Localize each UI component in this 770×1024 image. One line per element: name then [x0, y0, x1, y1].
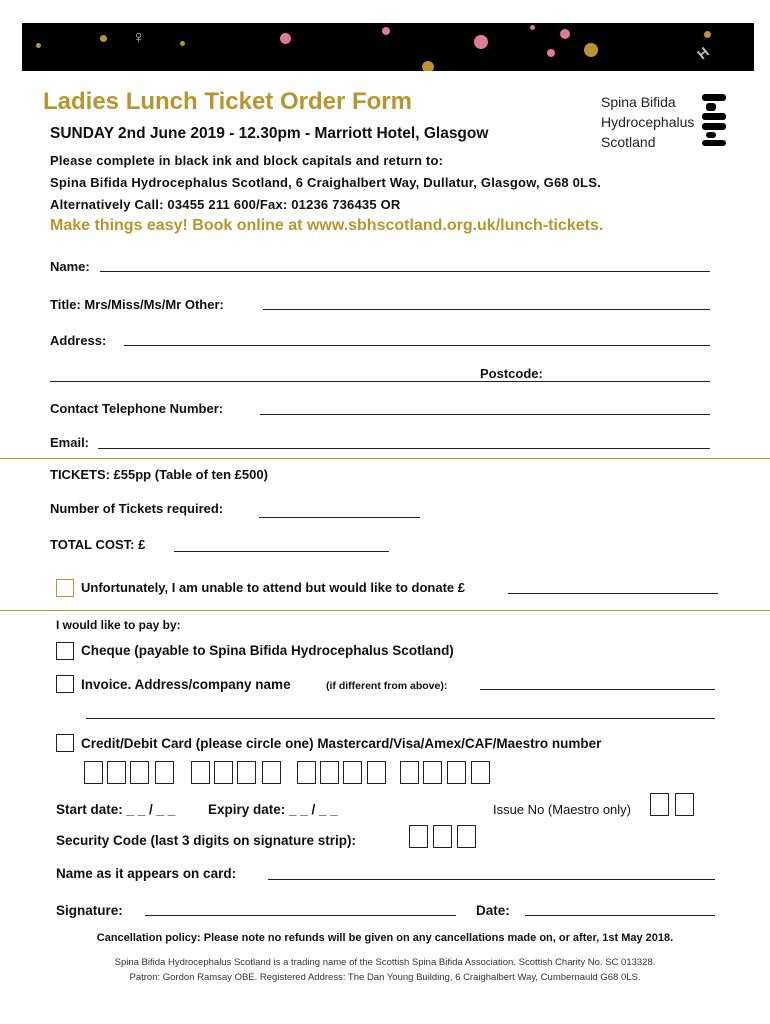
- ticket-price: TICKETS: £55pp (Table of ten £500): [50, 467, 268, 482]
- decorative-dot: [530, 25, 535, 30]
- invoice-note: (if different from above):: [326, 680, 448, 692]
- invoice-address-field[interactable]: [480, 689, 715, 690]
- online-booking-link[interactable]: Make things easy! Book online at www.sbhscotland.org.uk/lunch-tickets.: [50, 217, 604, 234]
- card-digit-box[interactable]: [447, 761, 466, 784]
- decorative-dot: [382, 27, 390, 35]
- card-digit-box[interactable]: [471, 761, 490, 784]
- start-date-label: Start date: _ _ / _ _: [56, 802, 176, 817]
- card-label: Credit/Debit Card (please circle one) Mastercard/Visa/Amex/CAF/Maestro number: [81, 736, 602, 751]
- section-divider: [0, 610, 770, 611]
- decorative-dot: [547, 49, 555, 57]
- card-digit-box[interactable]: [84, 761, 103, 784]
- decorative-dot: [100, 35, 107, 42]
- donate-label: Unfortunately, I am unable to attend but would like to donate £: [81, 580, 465, 595]
- instructions-text: Please complete in black ink and block capitals and return to:: [50, 153, 444, 168]
- security-code-box[interactable]: [433, 825, 452, 848]
- expiry-date-label: Expiry date: _ _ / _ _: [208, 802, 338, 817]
- issue-no-label: Issue No (Maestro only): [493, 802, 631, 817]
- page-title: Ladies Lunch Ticket Order Form: [43, 88, 412, 115]
- logo-line: Scotland: [601, 134, 656, 150]
- cheque-checkbox[interactable]: [56, 642, 74, 660]
- card-digit-box[interactable]: [191, 761, 210, 784]
- email-field[interactable]: [98, 448, 710, 449]
- date-field[interactable]: [525, 915, 715, 916]
- card-digit-box[interactable]: [130, 761, 149, 784]
- logo-line: Spina Bifida: [601, 94, 676, 110]
- invoice-checkbox[interactable]: [56, 675, 74, 693]
- contact-text: Alternatively Call: 03455 211 600/Fax: 01236 736435 OR: [50, 197, 401, 212]
- invoice-address-field-2[interactable]: [86, 718, 715, 719]
- event-details: SUNDAY 2nd June 2019 - 12.30pm - Marriott Hotel, Glasgow: [50, 125, 489, 142]
- logo-line: Hydrocephalus: [601, 114, 695, 130]
- org-logo-icon: [698, 94, 728, 146]
- card-digit-box[interactable]: [107, 761, 126, 784]
- signature-field[interactable]: [145, 915, 456, 916]
- header-banner: [22, 23, 754, 71]
- name-field[interactable]: [100, 271, 710, 272]
- decorative-dot: [280, 33, 291, 44]
- date-label: Date:: [476, 903, 510, 918]
- decorative-dot: [422, 61, 434, 71]
- name-on-card-label: Name as it appears on card:: [56, 866, 237, 881]
- org-logo-text: [601, 92, 694, 152]
- cancellation-policy: Cancellation policy: Please note no refunds will be given on any cancellations made on, or after, 1st May 2018.: [96, 932, 674, 944]
- decorative-dot: [36, 43, 41, 48]
- title-label: Title: Mrs/Miss/Ms/Mr Other:: [50, 297, 224, 312]
- card-digit-box[interactable]: [214, 761, 233, 784]
- telephone-label: Contact Telephone Number:: [50, 401, 224, 416]
- card-digit-box[interactable]: [423, 761, 442, 784]
- decorative-dot: [704, 31, 711, 38]
- decorative-dot: [584, 43, 598, 57]
- card-digit-box[interactable]: [262, 761, 281, 784]
- decorative-dot: [180, 41, 185, 46]
- legal-text: Patron: Gordon Ramsay OBE. Registered Address: The Dan Young Building, 6 Craighalbert Way, Cumbernauld G68 0LS.: [129, 972, 641, 983]
- card-digit-box[interactable]: [367, 761, 386, 784]
- total-cost-label: TOTAL COST: £: [50, 537, 146, 552]
- donate-amount-field[interactable]: [508, 593, 718, 594]
- card-digit-box[interactable]: [343, 761, 362, 784]
- legal-text: Spina Bifida Hydrocephalus Scotland is a trading name of the Scottish Spina Bifida Association. Scottish Charity No. SC 013328.: [114, 957, 656, 968]
- title-other-field[interactable]: [263, 309, 710, 310]
- address-line-2-field[interactable]: [50, 381, 710, 382]
- issue-no-box[interactable]: [650, 793, 669, 816]
- card-digit-box[interactable]: [320, 761, 339, 784]
- issue-no-box[interactable]: [675, 793, 694, 816]
- email-label: Email:: [50, 435, 90, 450]
- name-label: Name:: [50, 259, 90, 274]
- telephone-field[interactable]: [260, 414, 710, 415]
- section-divider: [0, 458, 770, 459]
- address-label: Address:: [50, 333, 107, 348]
- return-address-text: Spina Bifida Hydrocephalus Scotland, 6 Craighalbert Way, Dullatur, Glasgow, G68 0LS.: [50, 175, 601, 190]
- decorative-dot: [474, 35, 488, 49]
- female-symbol-icon: ♀: [132, 27, 146, 47]
- invoice-label: Invoice. Address/company name: [81, 677, 291, 692]
- security-code-box[interactable]: [409, 825, 428, 848]
- logo-mark-icon: H: [694, 43, 713, 63]
- total-cost-field[interactable]: [174, 551, 389, 552]
- donate-checkbox[interactable]: [56, 579, 74, 597]
- signature-label: Signature:: [56, 903, 123, 918]
- payment-heading: I would like to pay by:: [56, 618, 181, 632]
- tickets-required-field[interactable]: [259, 517, 420, 518]
- card-digit-box[interactable]: [155, 761, 174, 784]
- card-digit-box[interactable]: [297, 761, 316, 784]
- decorative-dot: [560, 29, 570, 39]
- cheque-label: Cheque (payable to Spina Bifida Hydrocephalus Scotland): [81, 643, 454, 658]
- card-digit-box[interactable]: [237, 761, 256, 784]
- tickets-required-label: Number of Tickets required:: [50, 501, 224, 516]
- name-on-card-field[interactable]: [268, 879, 715, 880]
- address-field[interactable]: [124, 345, 710, 346]
- security-code-label: Security Code (last 3 digits on signature strip):: [56, 833, 357, 848]
- card-digit-box[interactable]: [400, 761, 419, 784]
- card-checkbox[interactable]: [56, 734, 74, 752]
- postcode-label: Postcode:: [480, 366, 543, 381]
- security-code-box[interactable]: [457, 825, 476, 848]
